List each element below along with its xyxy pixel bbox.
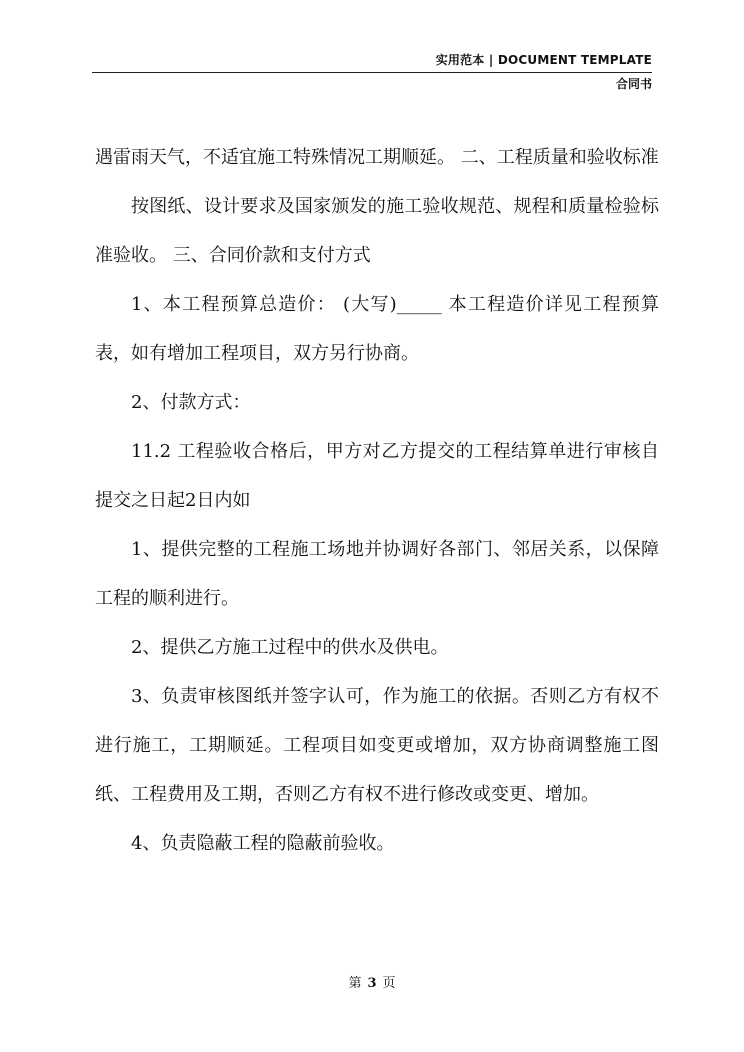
header-rule	[92, 72, 652, 73]
paragraph-4: 2、付款方式：	[131, 392, 251, 413]
paragraph-7: 2、提供乙方施工过程中的供水及供电。	[131, 637, 449, 658]
paragraph-5: 11.2 工程验收合格后，甲方对乙方提交的工程结算单进行审核自提交之日起2日内如	[95, 441, 659, 511]
document-body	[95, 133, 659, 868]
page-footer	[0, 975, 744, 993]
footer-prefix: 第	[348, 976, 362, 991]
page-number: 3	[367, 976, 377, 991]
paragraph-6: 1、提供完整的工程施工场地并协调好各部门、邻居关系，以保障工程的顺利进行。	[95, 539, 659, 609]
paragraph-2: 按图纸、设计要求及国家颁发的施工验收规范、规程和质量检验标准验收。 三、合同价款和支付方式	[95, 196, 659, 266]
header-subtitle: 合同书	[615, 77, 652, 91]
paragraph-9: 4、负责隐蔽工程的隐蔽前验收。	[131, 833, 395, 854]
footer-suffix: 页	[382, 976, 396, 991]
paragraph-8: 3、负责审核图纸并签字认可，作为施工的依据。否则乙方有权不进行施工，工期顺延。工程项目如变更或增加，双方协商调整施工图纸、工程费用及工期，否则乙方有权不进行修改或变更、增加。	[95, 686, 659, 805]
paragraph-1: 遇雷雨天气，不适宜施工特殊情况工期顺延。 二、工程质量和验收标准	[95, 147, 659, 168]
page-header	[92, 52, 652, 92]
header-title: 实用范本 | DOCUMENT TEMPLATE	[435, 53, 652, 67]
paragraph-3: 1、本工程预算总造价： (大写)_____ 本工程造价详见工程预算表，如有增加工程项目，双方另行协商。	[95, 294, 659, 364]
